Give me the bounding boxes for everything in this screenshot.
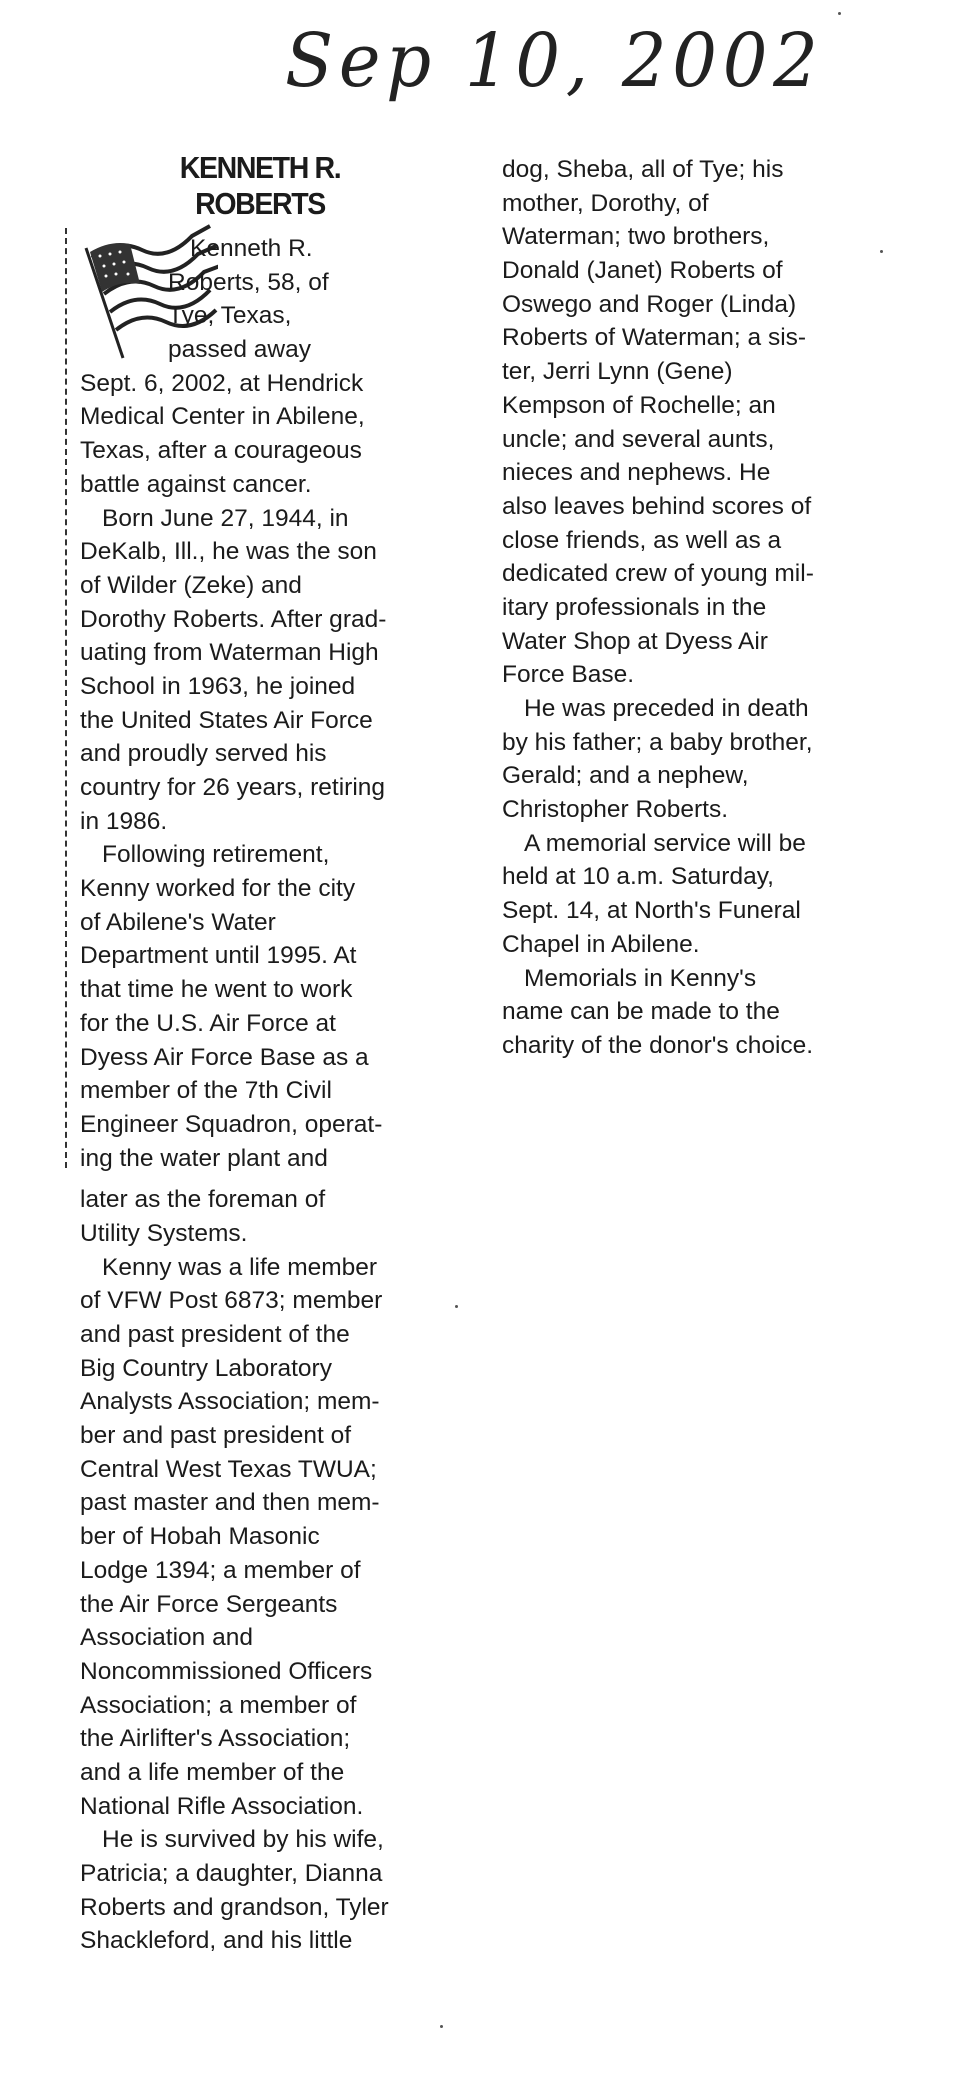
text-line: Born June 27, 1944, in bbox=[102, 504, 349, 532]
text-line: the United States Air Force bbox=[80, 706, 373, 734]
text-line: ter, Jerri Lynn (Gene) bbox=[502, 358, 733, 386]
left-column bbox=[80, 232, 460, 1958]
scan-speck bbox=[440, 2025, 443, 2028]
text-line: Medical Center in Abilene, bbox=[80, 403, 365, 431]
clipping-edge bbox=[65, 228, 67, 1168]
text-line: name can be made to the bbox=[502, 998, 780, 1026]
text-line: close friends, as well as a bbox=[502, 526, 782, 554]
text-line: Roberts, 58, of bbox=[168, 268, 329, 296]
scan-speck bbox=[838, 12, 841, 15]
text-line: charity of the donor's choice. bbox=[502, 1031, 814, 1059]
text-line: Department until 1995. At bbox=[80, 942, 357, 970]
text-line: later as the foreman of bbox=[80, 1186, 326, 1214]
text-line: Kenneth R. bbox=[190, 235, 313, 262]
text-line: DeKalb, Ill., he was the son bbox=[80, 538, 377, 566]
text-line: that time he went to work bbox=[80, 976, 353, 1004]
obituary-heading bbox=[122, 150, 398, 222]
handwritten-date: Sep 10, 2002 bbox=[285, 18, 824, 104]
scan-speck bbox=[880, 250, 883, 253]
text-line: and past president of the bbox=[80, 1321, 350, 1348]
text-line: ber and past president of bbox=[80, 1422, 352, 1450]
text-line: battle against cancer. bbox=[80, 470, 312, 498]
text-line: Analysts Association; mem- bbox=[80, 1388, 380, 1416]
text-line: Roberts of Waterman; a sis- bbox=[502, 324, 807, 352]
text-line: Water Shop at Dyess Air bbox=[502, 627, 768, 655]
text-line: He is survived by his wife, bbox=[102, 1826, 384, 1854]
text-line: Memorials in Kenny's bbox=[524, 964, 757, 992]
text-line: by his father; a baby brother, bbox=[502, 728, 813, 756]
text-line: dedicated crew of young mil- bbox=[502, 560, 814, 588]
text-line: Patricia; a daughter, Dianna bbox=[80, 1860, 383, 1887]
text-line: uncle; and several aunts, bbox=[502, 425, 775, 453]
text-line: Kenny was a life member bbox=[102, 1253, 378, 1281]
text-line: itary professionals in the bbox=[502, 593, 767, 621]
text-line: He was preceded in death bbox=[524, 695, 809, 722]
text-line: Donald (Janet) Roberts of bbox=[502, 257, 783, 285]
text-line: School in 1963, he joined bbox=[80, 672, 356, 700]
text-line: Shackleford, and his little bbox=[80, 1927, 353, 1955]
text-line: Lodge 1394; a member of bbox=[80, 1556, 361, 1584]
text-line: Utility Systems. bbox=[80, 1219, 248, 1247]
text-line: Noncommissioned Officers bbox=[80, 1657, 373, 1685]
text-line: past master and then mem- bbox=[80, 1489, 380, 1517]
right-column bbox=[502, 153, 892, 1063]
text-line: Dyess Air Force Base as a bbox=[80, 1043, 369, 1071]
text-line: Engineer Squadron, operat- bbox=[80, 1110, 383, 1138]
heading-line-1: KENNETH R. bbox=[179, 150, 341, 185]
text-line: Texas, after a courageous bbox=[80, 437, 362, 465]
text-line: Following retirement, bbox=[102, 841, 330, 869]
text-line: Chapel in Abilene. bbox=[502, 930, 700, 958]
text-line: member of the 7th Civil bbox=[80, 1077, 332, 1105]
text-line: Sept. 14, at North's Funeral bbox=[502, 897, 801, 925]
text-line: Oswego and Roger (Linda) bbox=[502, 290, 797, 318]
scan-speck bbox=[455, 1305, 458, 1308]
text-line: Gerald; and a nephew, bbox=[502, 762, 749, 790]
text-line: dog, Sheba, all of Tye; his bbox=[502, 156, 784, 183]
text-line: A memorial service will be bbox=[524, 829, 806, 857]
text-line: Central West Texas TWUA; bbox=[80, 1455, 377, 1483]
text-line: nieces and nephews. He bbox=[502, 459, 771, 487]
text-line: and proudly served his bbox=[80, 740, 327, 768]
text-line: of Abilene's Water bbox=[80, 908, 276, 936]
text-line: of VFW Post 6873; member bbox=[80, 1287, 383, 1315]
text-line: Association and bbox=[80, 1624, 253, 1652]
text-line: of Wilder (Zeke) and bbox=[80, 571, 302, 599]
text-line: ber of Hobah Masonic bbox=[80, 1523, 320, 1551]
text-line: held at 10 a.m. Saturday, bbox=[502, 863, 774, 891]
text-line: country for 26 years, retiring bbox=[80, 774, 386, 801]
text-line: also leaves behind scores of bbox=[502, 492, 812, 520]
text-line: Big Country Laboratory bbox=[80, 1354, 332, 1382]
text-line: Kempson of Rochelle; an bbox=[502, 391, 776, 419]
text-line: National Rifle Association. bbox=[80, 1792, 364, 1820]
text-line: Dorothy Roberts. After grad- bbox=[80, 605, 387, 633]
text-line: mother, Dorothy, of bbox=[502, 189, 709, 217]
text-line: Sept. 6, 2002, at Hendrick bbox=[80, 369, 364, 397]
text-line: Roberts and grandson, Tyler bbox=[80, 1893, 389, 1921]
heading-line-2: ROBERTS bbox=[195, 186, 325, 221]
text-line: passed away bbox=[168, 336, 312, 364]
text-line: Tye, Texas, bbox=[168, 302, 292, 330]
text-line: and a life member of the bbox=[80, 1758, 345, 1786]
text-line: Christopher Roberts. bbox=[502, 796, 729, 824]
text-line: ing the water plant and bbox=[80, 1144, 328, 1172]
text-line: uating from Waterman High bbox=[80, 639, 379, 667]
text-line: the Air Force Sergeants bbox=[80, 1590, 338, 1618]
text-line: Association; a member of bbox=[80, 1691, 357, 1719]
text-line: for the U.S. Air Force at bbox=[80, 1009, 336, 1037]
text-line: Kenny worked for the city bbox=[80, 875, 356, 903]
text-line: Waterman; two brothers, bbox=[502, 223, 770, 251]
text-line: the Airlifter's Association; bbox=[80, 1725, 351, 1753]
text-line: Force Base. bbox=[502, 661, 635, 689]
text-line: in 1986. bbox=[80, 807, 168, 835]
